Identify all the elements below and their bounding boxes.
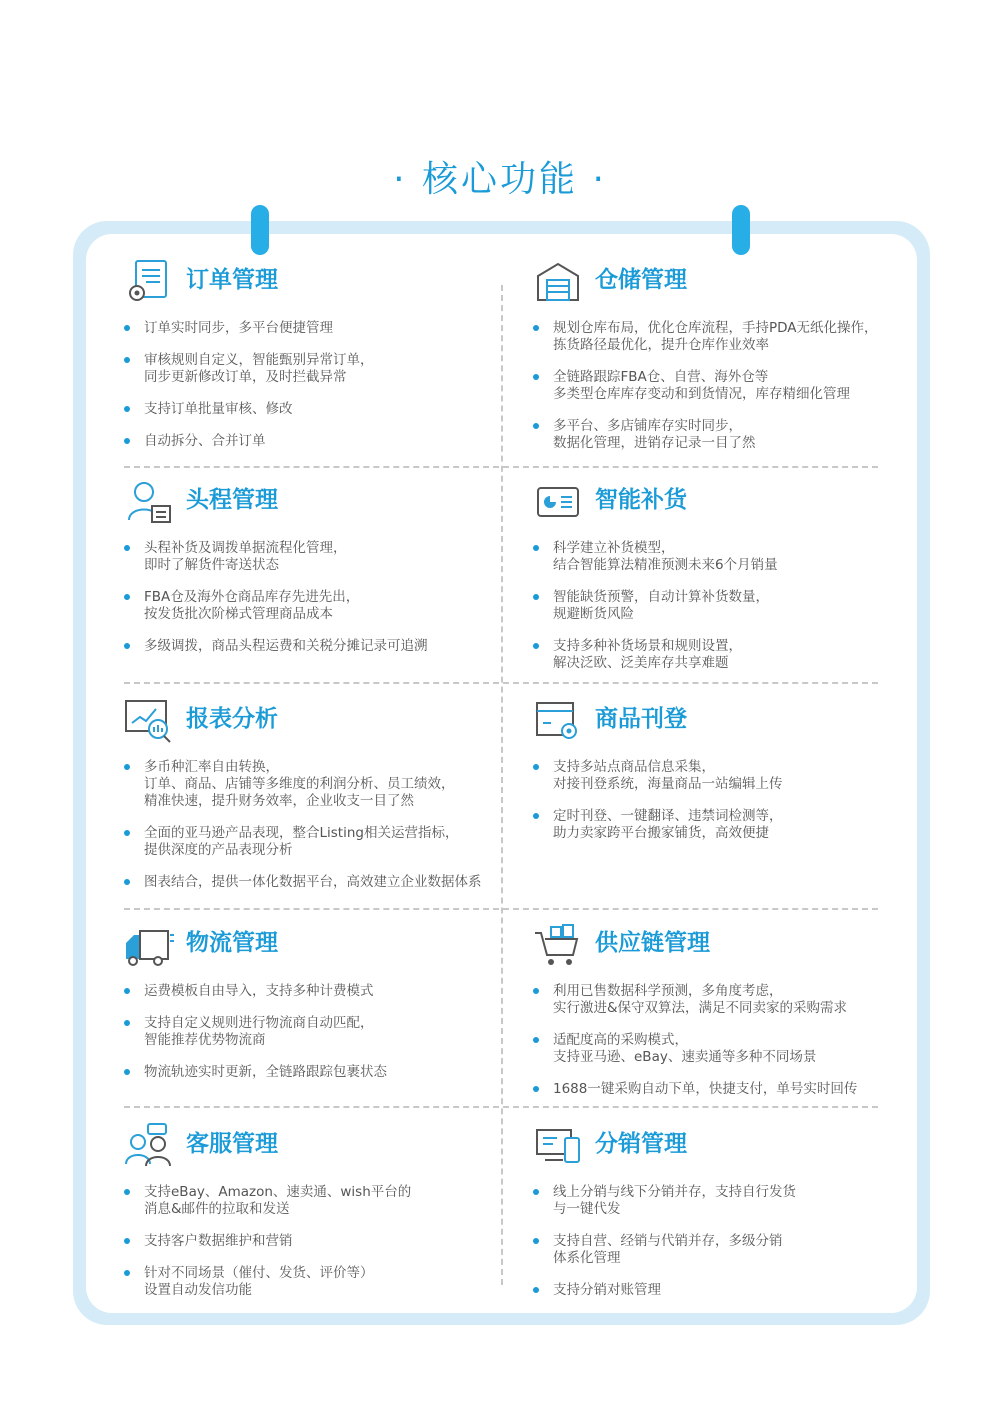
feature-item-line: 规避断货风险 (553, 606, 634, 622)
feature-item-line: 审核规则自定义，智能甄别异常订单， (144, 352, 374, 368)
feature-list (533, 1184, 913, 1299)
section-title: 客服管理 (186, 1131, 278, 1157)
row-divider-3 (124, 908, 878, 910)
feature-item (533, 418, 913, 452)
feature-item (533, 638, 913, 672)
feature-list (533, 983, 913, 1098)
feature-item (124, 874, 504, 891)
section-title: 报表分析 (186, 706, 278, 732)
feature-list (124, 540, 504, 655)
feature-item (124, 638, 504, 655)
feature-item-line: 助力卖家跨平台搬家铺货，高效便捷 (553, 825, 769, 841)
feature-item-line: 解决泛欧、泛美库存共享难题 (553, 655, 729, 671)
feature-item-line: 1688一键采购自动下单，快捷支付，单号实时回传 (553, 1081, 858, 1097)
customer-service-icon (124, 1122, 174, 1170)
feature-item (124, 589, 504, 623)
feature-item-line: 适配度高的采购模式， (553, 1032, 688, 1048)
feature-item-line: 运费模板自由导入，支持多种计费模式 (144, 983, 374, 999)
feature-item-line: 物流轨迹实时更新，全链路跟踪包裹状态 (144, 1064, 387, 1080)
feature-item-line: 多币种汇率自由转换， (144, 759, 279, 775)
person-document-icon (124, 478, 174, 526)
feature-item (124, 320, 504, 337)
feature-list (533, 759, 913, 842)
feature-list (533, 540, 913, 672)
feature-item-line: 消息&邮件的拉取和发送 (144, 1201, 290, 1217)
report-chart-magnifier-icon (124, 697, 174, 745)
section-title: 智能补货 (595, 487, 687, 513)
section-header (533, 697, 913, 745)
section-first-leg-management (124, 478, 504, 670)
feature-item-line: 多级调拨，商品头程运费和关税分摊记录可追溯 (144, 638, 428, 654)
feature-item (533, 369, 913, 403)
feature-item (533, 1184, 913, 1218)
section-warehouse-management (533, 258, 913, 467)
section-title: 分销管理 (595, 1131, 687, 1157)
feature-item-line: 按发货批次阶梯式管理商品成本 (144, 606, 333, 622)
feature-item-line: 体系化管理 (553, 1250, 621, 1266)
section-title: 供应链管理 (595, 930, 710, 956)
distribution-devices-icon (533, 1122, 583, 1170)
feature-item (124, 352, 504, 386)
feature-item (124, 433, 504, 450)
feature-item-line: 多平台、多店铺库存实时同步， (553, 418, 742, 434)
feature-item-line: 科学建立补货模型， (553, 540, 675, 556)
feature-item (124, 1184, 504, 1218)
section-distribution-management (533, 1122, 913, 1314)
delivery-truck-icon (124, 921, 174, 969)
feature-list (124, 759, 504, 891)
feature-item-line: 智能缺货预警，自动计算补货数量， (553, 589, 769, 605)
feature-item-line: 支持多种补货场景和规则设置， (553, 638, 742, 654)
feature-item-line: 头程补货及调拨单据流程化管理， (144, 540, 347, 556)
section-header (533, 921, 913, 969)
binder-peg-right (732, 205, 750, 255)
feature-item-line: 设置自动发信功能 (144, 1282, 252, 1298)
feature-item-line: 支持自营、经销与代销并存，多级分销 (553, 1233, 783, 1249)
feature-item (533, 808, 913, 842)
feature-item-line: 支持多站点商品信息采集， (553, 759, 715, 775)
feature-item-line: FBA仓及海外仓商品库存先进先出， (144, 589, 360, 605)
section-supply-chain-management (533, 921, 913, 1113)
feature-item-line: 定时刊登、一键翻译、违禁词检测等， (553, 808, 783, 824)
section-title: 头程管理 (186, 487, 278, 513)
feature-item (124, 1265, 504, 1299)
feature-item (533, 1282, 913, 1299)
feature-item-line: 数据化管理，进销存记录一目了然 (553, 435, 756, 451)
feature-item-line: 多类型仓库库存变动和到货情况，库存精细化管理 (553, 386, 850, 402)
feature-item-line: 全链路跟踪FBA仓、自营、海外仓等 (553, 369, 769, 385)
section-customer-service-management (124, 1122, 504, 1314)
feature-item (533, 1032, 913, 1066)
feature-item-line: 订单、商品、店铺等多维度的利润分析、员工绩效， (144, 776, 455, 792)
feature-item-line: 针对不同场景（催付、发货、评价等） (144, 1265, 374, 1281)
feature-item-line: 智能推荐优势物流商 (144, 1032, 266, 1048)
feature-item (124, 759, 504, 810)
section-header (533, 258, 913, 306)
listing-box-gear-icon (533, 697, 583, 745)
section-title: 物流管理 (186, 930, 278, 956)
feature-item-line: 支持亚马逊、eBay、速卖通等多种不同场景 (553, 1049, 817, 1065)
feature-list (124, 983, 504, 1081)
section-logistics-management (124, 921, 504, 1096)
feature-item (124, 401, 504, 418)
section-header (124, 1122, 504, 1170)
warehouse-icon (533, 258, 583, 306)
feature-item-line: 实行激进&保守双算法，满足不同卖家的采购需求 (553, 1000, 848, 1016)
section-title: 仓储管理 (595, 267, 687, 293)
feature-item (124, 983, 504, 1000)
feature-item-line: 结合智能算法精准预测未来6个月销量 (553, 557, 778, 573)
feature-list (124, 1184, 504, 1299)
binder-peg-left (251, 205, 269, 255)
feature-item-line: 图表结合，提供一体化数据平台，高效建立企业数据体系 (144, 874, 482, 890)
feature-item-line: 支持自定义规则进行物流商自动匹配， (144, 1015, 374, 1031)
feature-item-line: 规划仓库布局，优化仓库流程，手持PDA无纸化操作， (553, 320, 878, 336)
section-report-analysis (124, 697, 504, 906)
order-document-gear-icon (124, 258, 174, 306)
section-product-listing (533, 697, 913, 857)
feature-item (533, 1081, 913, 1098)
feature-item (124, 540, 504, 574)
section-header (124, 258, 504, 306)
feature-item-line: 同步更新修改订单，及时拦截异常 (144, 369, 347, 385)
section-header (124, 921, 504, 969)
feature-item-line: 支持分销对账管理 (553, 1282, 661, 1298)
feature-list (124, 320, 504, 450)
feature-item (533, 589, 913, 623)
feature-item-line: 精准快速，提升财务效率，企业收支一目了然 (144, 793, 414, 809)
feature-item-line: 自动拆分、合并订单 (144, 433, 266, 449)
feature-item (533, 320, 913, 354)
feature-item (533, 1233, 913, 1267)
page-title: · 核心功能 · (393, 159, 607, 200)
feature-item (533, 983, 913, 1017)
section-header (533, 478, 913, 526)
feature-item-line: 提供深度的产品表现分析 (144, 842, 293, 858)
feature-item (124, 1064, 504, 1081)
feature-item-line: 即时了解货件寄送状态 (144, 557, 279, 573)
feature-item-line: 拣货路径最优化，提升仓库作业效率 (553, 337, 769, 353)
shopping-cart-icon (533, 921, 583, 969)
section-header (124, 697, 504, 745)
feature-item-line: 支持订单批量审核、修改 (144, 401, 293, 417)
feature-item (533, 759, 913, 793)
section-header (124, 478, 504, 526)
feature-item (124, 825, 504, 859)
feature-list (533, 320, 913, 452)
section-title: 订单管理 (186, 267, 278, 293)
feature-item (124, 1015, 504, 1049)
feature-item-line: 订单实时同步，多平台便捷管理 (144, 320, 333, 336)
section-order-management (124, 258, 504, 465)
feature-item-line: 与一键代发 (553, 1201, 621, 1217)
section-header (533, 1122, 913, 1170)
feature-item-line: 支持客户数据维护和营销 (144, 1233, 293, 1249)
feature-item-line: 线上分销与线下分销并存，支持自行发货 (553, 1184, 796, 1200)
dashboard-card-icon (533, 478, 583, 526)
feature-item-line: 对接刊登系统，海量商品一站编辑上传 (553, 776, 783, 792)
feature-item-line: 利用已售数据科学预测，多角度考虑， (553, 983, 783, 999)
feature-item-line: 支持eBay、Amazon、速卖通、wish平台的 (144, 1184, 412, 1200)
section-title: 商品刊登 (595, 706, 687, 732)
feature-item-line: 全面的亚马逊产品表现，整合Listing相关运营指标， (144, 825, 459, 841)
feature-item (124, 1233, 504, 1250)
feature-item (533, 540, 913, 574)
section-smart-replenishment (533, 478, 913, 687)
